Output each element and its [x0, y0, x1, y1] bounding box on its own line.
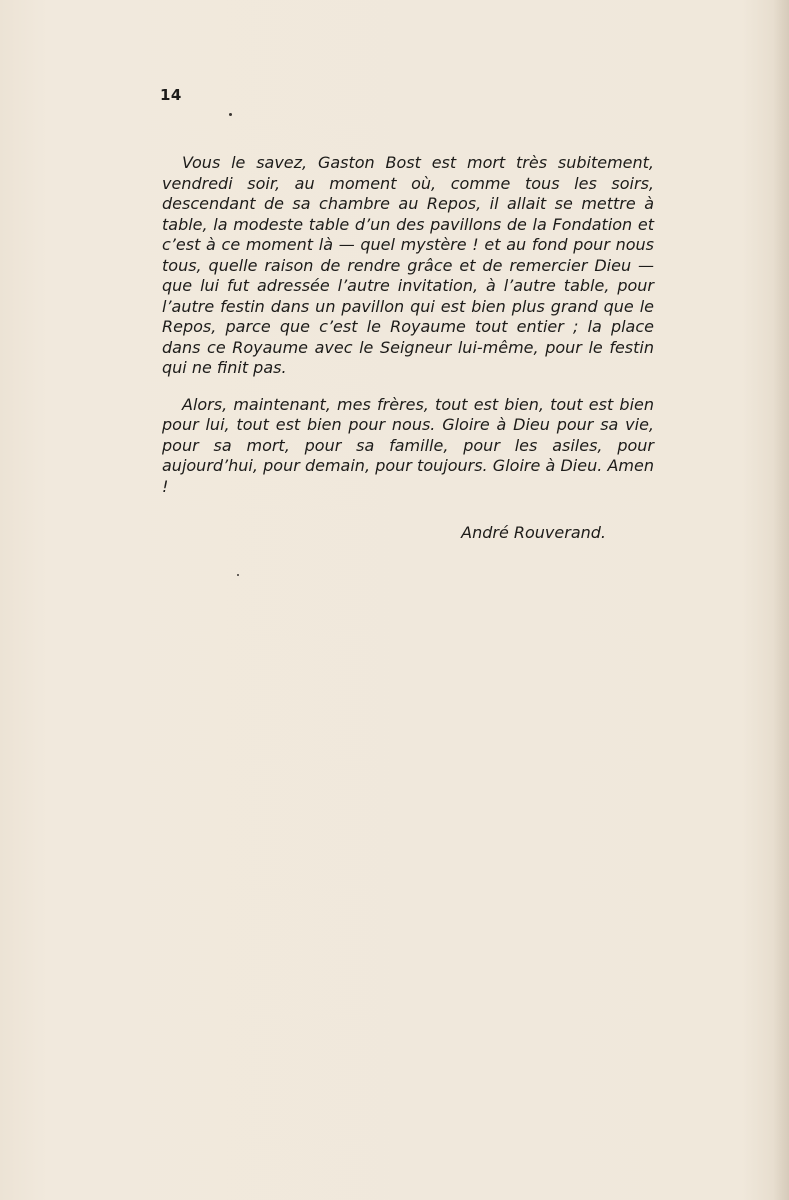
print-speck — [229, 113, 232, 116]
body-text — [162, 153, 654, 513]
paragraph: Alors, maintenant, mes frères, tout est bien, tout est bien pour lui, tout est bien pour nous. Gloire à Dieu pour sa vie, pour sa mort, pour sa famille, pour les asiles, pour aujourd’hui, pour demain, pour toujours. Gloire à Dieu. Amen ! — [162, 394, 654, 496]
print-speck — [237, 574, 239, 576]
paragraph: Vous le savez, Gaston Bost est mort très subitement, vendredi soir, au moment où, comme tous les soirs, descendant de sa chambre au Repos, il allait se mettre à table, la modeste table d’un des pavillons de la Fondation et c’est à ce moment là — quel mystère ! et au fond pour nous tous, quelle raison de rendre grâce et de remercier Dieu — que lui fut adressée l’autre invitation, à l’autre table, pour l’autre festin dans un pavillon qui est bien plus grand que le Repos, parce que c’est le Royaume tout entier ; la place dans ce Royaume avec le Seigneur lui-même, pour le festin qui ne finit pas. — [162, 153, 654, 377]
signature: André Rouverand. — [461, 523, 606, 542]
page-edge-shadow — [773, 0, 789, 1200]
page-number: 14 — [160, 86, 182, 104]
